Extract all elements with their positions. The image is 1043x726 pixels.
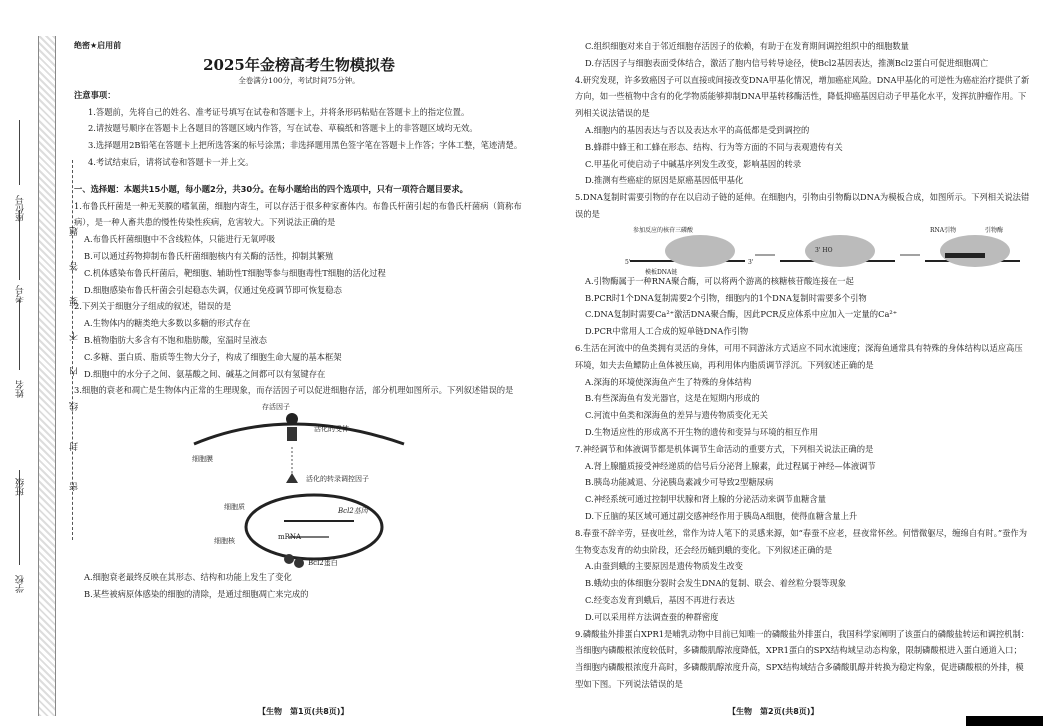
option: B.某些被病原体感染的细胞的清除，是通过细胞凋亡来完成的 [84,588,309,599]
seal-char: 答 [70,260,80,271]
cell-membrane-shape [194,424,404,444]
line-name [19,300,20,370]
note-item: 4.考试结束后，请将试卷和答题卡一并上交。 [88,156,254,167]
label-class: 班级 [16,478,26,496]
receptor-shape [287,427,297,441]
option: A.细胞衰老最终反映在其形态、结构和功能上发生了变化 [84,572,292,583]
fig3-label: Bcl2基因 [338,507,368,516]
apoptosis-figure [74,399,524,569]
option: B.植物脂肪大多含有不饱和脂肪酸，室温时呈液态 [84,334,267,345]
option: C.甲基化可使启动子中碱基序列发生改变，影响基因的转录 [585,158,802,169]
option: A.引物酶属于一种RNA聚合酶，可以将两个游离的核糖核苷酸连接在一起 [585,275,854,286]
fig3-label: 存活因子 [262,403,290,412]
option: B.有些深海鱼有发光器官，这是在短期内形成的 [585,393,760,404]
option: D.存活因子与细胞表面受体结合，激活了胞内信号转导途径，使Bcl2基因表达，推测Bcl2蛋白可促进细胞凋亡 [585,57,989,68]
fig5-label: 3' [748,258,754,266]
seal-char: 内 [70,365,80,376]
tf-shape [286,473,298,483]
fig5-label: RNA引物 [930,226,957,234]
seal-char: 封 [70,440,80,451]
option: C.DNA复制时需要Ca²⁺激活DNA聚合酶，因此PCR反应体系中应加入一定量的Ca²⁺ [585,309,898,320]
fig5-label: 3' HO [815,246,833,254]
option: A.布鲁氏杆菌细胞中不含线粒体，只能进行无氧呼吸 [84,234,276,245]
seal-char: 题 [70,225,80,236]
option: B.胰岛功能减退、分泌胰岛素减少可导致2型糖尿病 [585,477,774,488]
option: B.可以通过药物抑制布鲁氏杆菌细胞核内有关酶的活性，抑制其繁殖 [84,250,334,261]
fig5-label: 参加反应的核苷三磷酸 [633,226,694,234]
option: D.可以采用样方法调查蚕的种群密度 [585,611,719,622]
option: B.蜂群中蜂王和工蜂在形态、结构、行为等方面的不同与表观遗传有关 [585,141,843,152]
question-9: 9.磷酸盐外排蛋白XPR1是哺乳动物中目前已知唯一的磷酸盐外排蛋白，我国科学家阐明了该蛋白的磷酸盐转运和调控机制：当细胞内磷酸根浓度较低时，多磷酸肌醇浓度降低，XPR1蛋白的SPX结构域呈动态构象，限制磷酸根进入蛋白通道入口；当细胞内磷酸根浓度升高时，多磷酸肌醇浓度升高，SPX结构域结合多磷酸肌醇并转换为稳定构象，促进磷酸根的外排，模型如下图。下列说法错误的是 [575,628,1030,689]
note-item: 1.答题前，先将自己的姓名、准考证号填写在试卷和答题卡上，并将条形码粘贴在答题卡上的指定位置。 [88,106,470,117]
note-item: 3.选择题用2B铅笔在答题卡上把所选答案的标号涂黑；非选择题用黑色签字笔在答题卡上作答；字体工整，笔迹清楚。 [88,140,523,151]
option: D.下丘脑的某区域可通过副交感神经作用于胰岛A细胞，使得血糖含量上升 [585,510,858,521]
option: C.多糖、蛋白质、脂质等生物大分子，构成了细胞生命大厦的基本框架 [84,351,342,362]
fig3-label: 活化的受体 [314,425,349,434]
option: D.细胞中的水分子之间、氨基酸之间、碱基之间都可以有氢键存在 [84,368,326,379]
option: C.机体感染布鲁氏杆菌后，靶细胞、辅助性T细胞等参与细胞毒性T细胞的活化过程 [84,267,386,278]
question-4: 4.研究发现，许多致癌因子可以直接或间接改变DNA甲基化情况，增加癌症风险。DNA甲基化的可逆性为癌症治疗提供了新方向，如一些植物中含有的化学物质能够抑制DNA甲基转移酶活性，降低抑癌基因启动子甲基化水平，发挥抗肿瘤作用。下列相关说法错误的是 [575,74,1030,119]
option: A.由蚕到蛾的主要原因是遗传物质发生改变 [585,561,743,572]
option: C.神经系统可通过控制甲状腺和肾上腺的分泌活动来调节血糖含量 [585,494,827,505]
line-seat [19,120,20,185]
page-1-column [74,38,524,603]
corner-mark [966,716,1043,726]
primer-figure [625,223,1030,276]
page-2-column [575,38,1030,693]
seal-char: 要 [70,295,80,306]
note-item: 2.请按题号顺序在答题卡上各题目的答题区域内作答，写在试卷、草稿纸和答题卡上的非答题区域均无效。 [88,123,478,134]
question-2: 2.下列关于细胞分子组成的叙述，错误的是 [74,301,232,312]
label-seat: 座位号 [16,195,26,222]
option: A.肾上腺髓质接受神经递质的信号后分泌肾上腺素，此过程属于神经—体液调节 [585,460,876,471]
question-5: 5.DNA复制时需要引物的存在以启动子链的延伸。在细胞内，引物由引物酶以DNA为模板合成，如图所示。下列相关说法错误的是 [575,192,1030,219]
fig5-label: 5' [625,258,631,266]
question-1: 1.布鲁氏杆菌是一种无荚膜的嗜氧菌，细胞内寄生，可以存活于很多种家畜体内。布鲁氏杆菌引起的布鲁氏杆菌病（简称布病），是一种人畜共患的慢性传染性疾病，危害较大。下列说法正确的是 [74,200,522,228]
question-3: 3.细胞的衰老和凋亡是生物体内正常的生理现象，而存活因子可以促进细胞存活，部分机理如图所示。下列叙述错误的是 [74,385,514,396]
notes-heading: 注意事项： [74,89,116,100]
fig3-label: mRNA [278,533,302,542]
question-8: 8.春蚕不辞辛劳，昼夜吐丝，常作为诗人笔下的灵感来源，如“春蚕不应老，昼夜常怀丝。何惜微躯尽，缠绵自有时。”蚕作为生物变态发育的幼虫阶段，还会经历蛹到蛾的变化。下列叙述正确的是 [575,527,1027,555]
fig3-label: 细胞质 [224,503,245,512]
seal-char: 不 [70,330,80,341]
fig5-label: 引物酶 [985,226,1004,234]
option: C.经变态发育到蛾后，基因不再进行表达 [585,594,735,605]
page-footer-1: 【生物 第1页(共8页)】 [258,707,349,716]
confidential-mark: 绝密★启用前 [74,41,122,50]
label-school: 学校 [16,575,26,593]
option: B.蛾幼虫的体细胞分裂时会发生DNA的复制、联会、着丝粒分裂等现象 [585,578,846,589]
option: D.推测有些癌症的原因是原癌基因低甲基化 [585,175,744,186]
option: D.细胞感染布鲁氏杆菌会引起稳态失调，仅通过免疫调节即可恢复稳态 [84,284,342,295]
option: C.河流中鱼类和深海鱼的差异与遗传物质变化无关 [585,410,768,421]
option: D.生物适应性的形成离不开生物的遗传和变异与环境的相互作用 [585,426,819,437]
fig3-label: 细胞核 [214,537,235,546]
option: B.PCR时1个DNA复制需要2个引物，细胞内的1个DNA复制时需要多个引物 [585,292,867,303]
exam-title: 2025年金榜高考生物模拟卷 [203,55,395,74]
fig3-label: 活化的转录调控因子 [306,475,369,484]
exam-subtitle: 全卷满分100分，考试时间75分钟。 [238,75,360,85]
option: A.生物体内的糖类绝大多数以多糖的形式存在 [84,318,251,329]
seal-char: 密 [70,480,80,491]
option: A.深海的环境使深海鱼产生了特殊的身体结构 [585,376,752,387]
question-7: 7.神经调节和体液调节都是机体调节生命活动的重要方式，下列相关说法正确的是 [575,443,874,454]
fig5-label: 模板DNA链 [645,268,678,276]
question-6: 6.生活在河流中的鱼类拥有灵活的身体，可用不同游泳方式适应不同水流速度；深海鱼通常具有特殊的身体结构以适应高压环境，如夫去鱼鳔防止鱼体被压扁，再利用体内脂质调节浮沉。下列叙述正确的是 [575,342,1023,370]
label-number: 考号 [16,285,26,303]
fig3-label: Bcl2蛋白 [308,559,338,568]
binding-strip [38,36,56,716]
option: A.细胞内的基因表达与否以及表达水平的高低都是受到调控的 [585,124,810,135]
option: D.PCR中常用人工合成的短单链DNA作引物 [585,326,749,337]
page-footer-2: 【生物 第2页(共8页)】 [728,707,819,716]
label-name: 姓名 [16,380,26,398]
section-heading: 一、选择题：本题共15小题，每小题2分，共30分。在每小题给出的四个选项中，只有一项符合题目要求。 [74,183,468,194]
seal-char: 线 [70,400,80,411]
fig3-label: 细胞膜 [192,455,213,464]
option: C.组织细胞对来自于邻近细胞存活因子的依赖，有助于在发育期间调控组织中的细胞数量 [585,41,909,51]
